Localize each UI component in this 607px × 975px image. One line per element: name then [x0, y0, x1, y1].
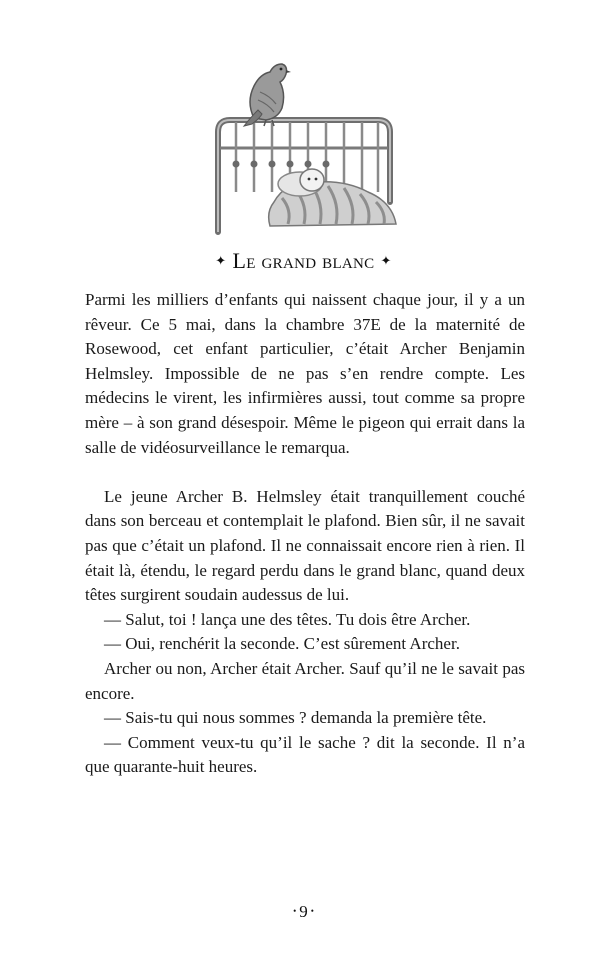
dialogue-line: — Sais-tu qui nous sommes ? demanda la première tête.	[104, 708, 487, 728]
paragraph: Archer ou non, Archer était Archer. Sauf qu’il ne le savait pas encore.	[85, 658, 525, 703]
paragraph: Parmi les milliers d’enfants qui naissent chaque jour, il y a un rêveur. Ce 5 mai, dans la chambre 37E de la maternité de Rosewood, cet enfant particulier, c’était Archer Benjamin Helmsley. Impossible de ne pas s’en rendre compte. Les médecins le virent, les infirmières aussi, tout comme sa propre mère – à son grand désespoir. Même le pigeon qui errait dans la salle de vidéosurveillance le remarqua.	[85, 290, 525, 457]
body-text	[85, 288, 525, 780]
paragraph: Le jeune Archer B. Helmsley était tranquillement couché dans son berceau et contemplait le plafond. Bien sûr, il ne savait pas que c’était un plafond. Il ne connaissait encore rien à rien. Il était là, étendu, le regard perdu dans le grand blanc, quand deux têtes surgirent soudain audessus de lui.	[85, 486, 525, 605]
page-number-ornament-right: •	[310, 906, 314, 916]
page-number-value: 9	[299, 902, 308, 921]
pigeon-on-crib-illustration	[196, 52, 412, 238]
ornament-left-icon: ✦	[215, 253, 227, 268]
dialogue-line: — Oui, renchérit la seconde. C’est sûrement Archer.	[104, 634, 460, 654]
page-number-ornament-left: •	[293, 906, 297, 916]
chapter-title	[0, 248, 607, 274]
pigeon-icon	[244, 64, 291, 126]
dialogue-line: — Salut, toi ! lança une des têtes. Tu dois être Archer.	[104, 609, 471, 629]
ornament-right-icon: ✦	[380, 253, 392, 268]
page-number	[0, 902, 607, 922]
chapter-title-text: Le grand blanc	[232, 248, 375, 273]
dialogue-line: — Comment veux-tu qu’il le sache ? dit la seconde. Il n’a que quarante-huit heures.	[85, 732, 525, 777]
